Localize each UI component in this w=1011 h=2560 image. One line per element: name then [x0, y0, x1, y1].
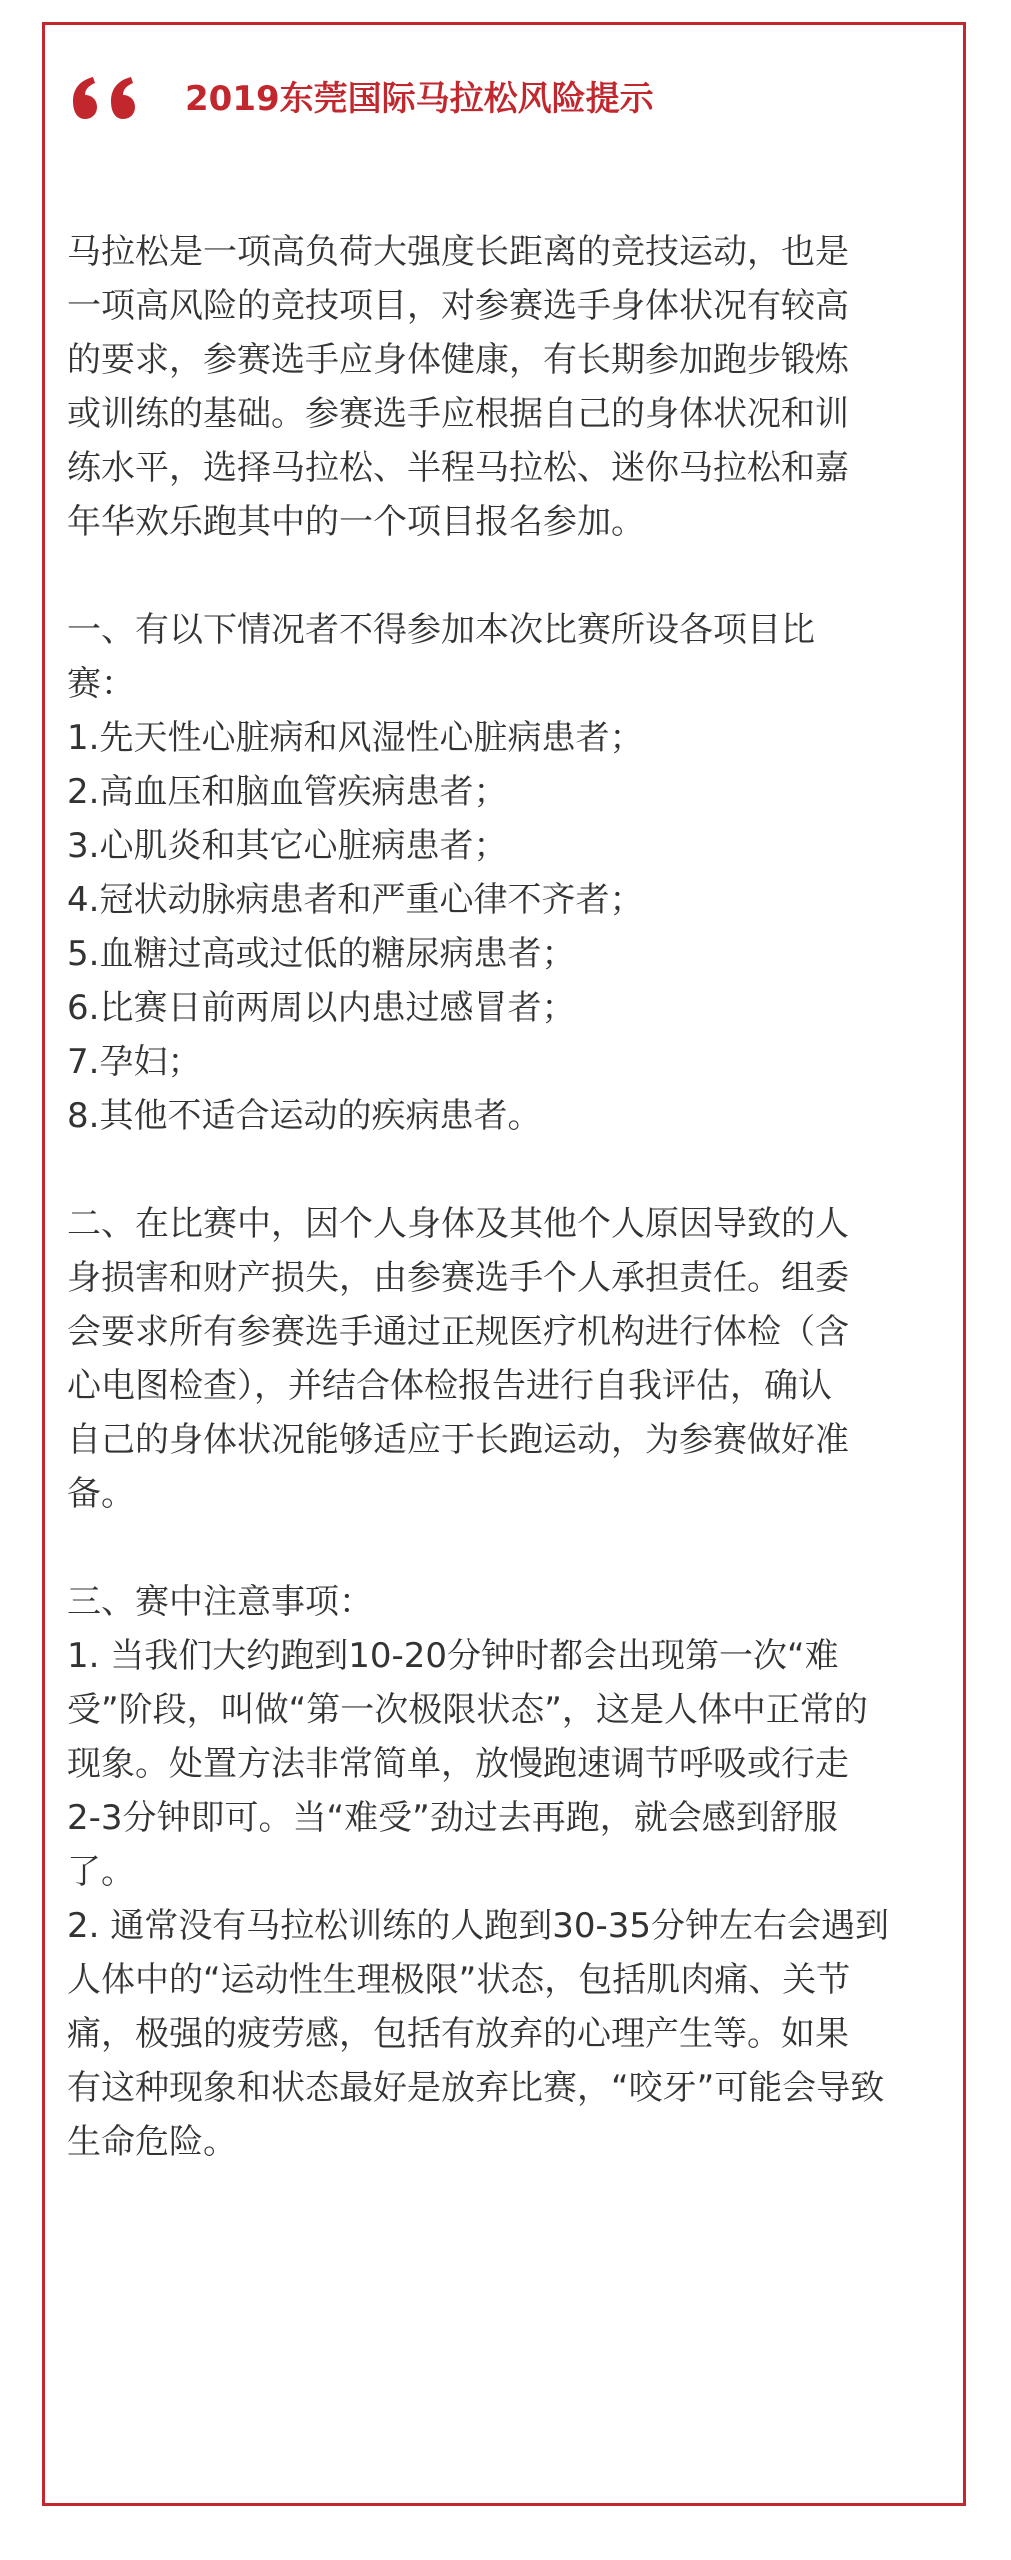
spacer: [67, 1521, 943, 1575]
paragraph-line: 备。: [67, 1474, 135, 1514]
list-item: 3.心肌炎和其它心脏病患者；: [67, 826, 508, 866]
list-item: 2-3分钟即可。当“难受”劲过去再跑，就会感到舒服: [67, 1798, 838, 1838]
paragraph-line: 的要求，参赛选手应身体健康，有长期参加跑步锻炼: [67, 340, 849, 380]
section-heading: 赛：: [67, 664, 135, 704]
quote-marks-icon: [59, 61, 159, 141]
paragraph-line: 自己的身体状况能够适应于长跑运动，为参赛做好准: [67, 1420, 849, 1460]
spacer: [67, 549, 943, 603]
list-item: 1.先天性心脏病和风湿性心脏病患者；: [67, 718, 644, 758]
section-2: [67, 1197, 943, 1521]
paragraph-line: 年华欢乐跑其中的一个项目报名参加。: [67, 502, 645, 542]
list-item: 4.冠状动脉病患者和严重心律不齐者；: [67, 880, 644, 920]
list-item: 1. 当我们大约跑到10-20分钟时都会出现第一次“难: [67, 1636, 839, 1676]
paragraph-line: 一项高风险的竞技项目，对参赛选手身体状况有较高: [67, 286, 849, 326]
paragraph-line: 或训练的基础。参赛选手应根据自己的身体状况和训: [67, 394, 849, 434]
list-item: 6.比赛日前两周以内患过感冒者；: [67, 988, 576, 1028]
paragraph-line: 心电图检查），并结合体检报告进行自我评估，确认: [67, 1366, 832, 1406]
list-item: 痛，极强的疲劳感，包括有放弃的心理产生等。如果: [67, 2014, 849, 2054]
list-item: 5.血糖过高或过低的糖尿病患者；: [67, 934, 576, 974]
section-heading: 三、赛中注意事项：: [67, 1582, 373, 1622]
paragraph-line: 马拉松是一项高负荷大强度长距离的竞技运动，也是: [67, 232, 849, 272]
list-item: 2. 通常没有马拉松训练的人跑到30-35分钟左右会遇到: [67, 1906, 890, 1946]
list-item: 8.其他不适合运动的疾病患者。: [67, 1096, 542, 1136]
list-item: 受”阶段，叫做“第一次极限状态”，这是人体中正常的: [67, 1690, 868, 1730]
paragraph-line: 会要求所有参赛选手通过正规医疗机构进行体检（含: [67, 1312, 849, 1352]
list-item: 了。: [67, 1852, 135, 1892]
article-body: [67, 225, 943, 2169]
list-item: 生命危险。: [67, 2122, 237, 2162]
paragraph-line: 练水平，选择马拉松、半程马拉松、迷你马拉松和嘉: [67, 448, 849, 488]
list-item: 2.高血压和脑血管疾病患者；: [67, 772, 508, 812]
spacer: [67, 1143, 943, 1197]
quote-badge: [59, 61, 159, 141]
section-1: [67, 603, 943, 1143]
paragraph-line: 身损害和财产损失，由参赛选手个人承担责任。组委: [67, 1258, 849, 1298]
list-item: 现象。处置方法非常简单，放慢跑速调节呼吸或行走: [67, 1744, 849, 1784]
page-title: 2019东莞国际马拉松风险提示: [185, 79, 654, 119]
list-item: 有这种现象和状态最好是放弃比赛，“咬牙”可能会导致: [67, 2068, 885, 2108]
section-heading: 一、有以下情况者不得参加本次比赛所设各项目比: [67, 610, 815, 650]
list-item: 人体中的“运动性生理极限”状态，包括肌肉痛、关节: [67, 1960, 851, 2000]
article-card: [42, 22, 966, 2506]
list-item: 7.孕妇；: [67, 1042, 202, 1082]
paragraph-line: 二、在比赛中，因个人身体及其他个人原因导致的人: [67, 1204, 849, 1244]
intro-paragraph: [67, 225, 943, 549]
section-3: [67, 1575, 943, 2169]
